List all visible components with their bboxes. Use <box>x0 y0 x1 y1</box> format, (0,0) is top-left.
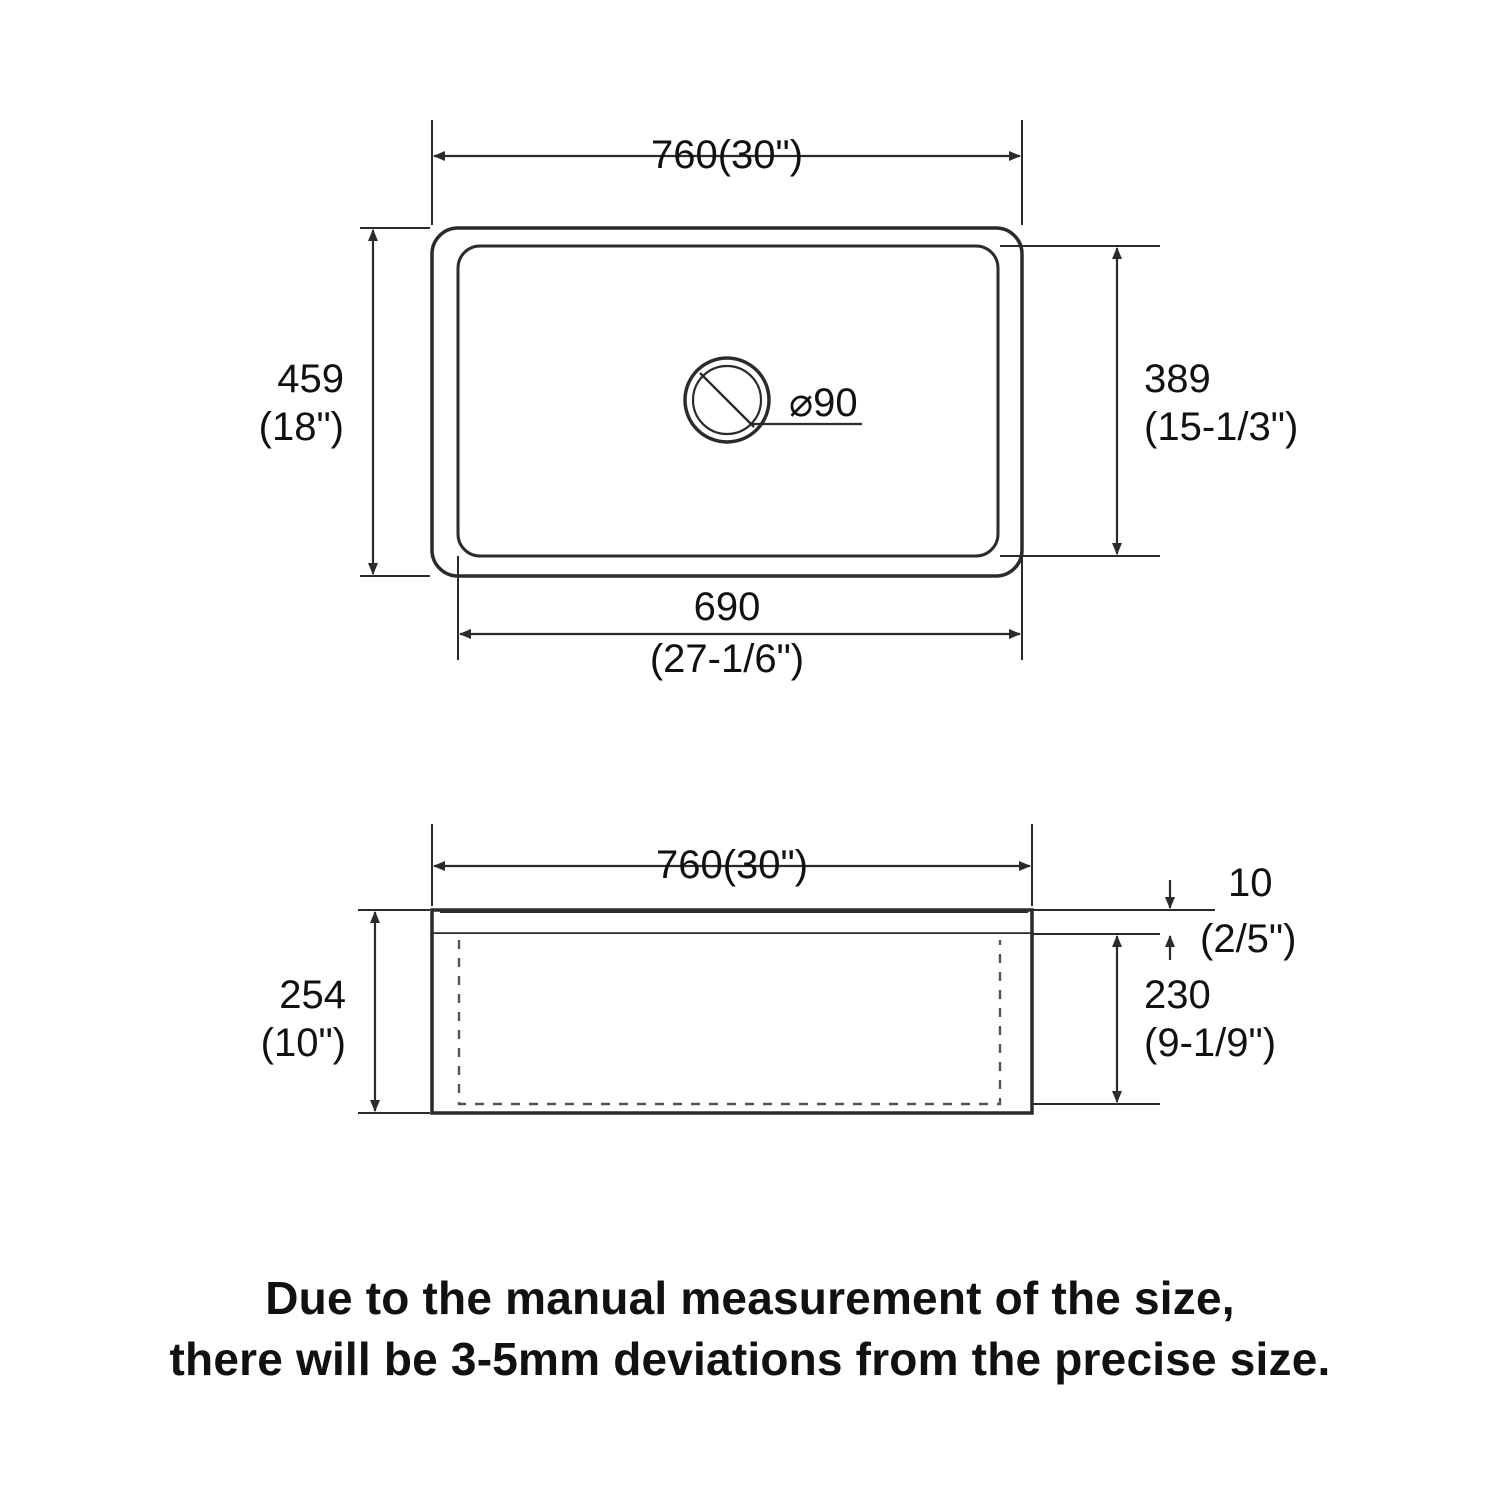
measurement-note-line1: Due to the manual measurement of the size, <box>265 1272 1235 1324</box>
front-view-group <box>261 824 1297 1113</box>
label-overall-depth-line1: 459 <box>277 357 344 401</box>
measurement-note <box>0 1268 1500 1389</box>
label-inner-depth-line2: (15-1/3") <box>1144 405 1299 449</box>
label-rim-thickness-line2: (2/5") <box>1200 917 1297 961</box>
label-front-height-line1: 254 <box>279 973 346 1017</box>
sink-rim-slab <box>432 910 1032 934</box>
label-overall-depth-line2: (18") <box>258 405 344 449</box>
label-front-overall-width: 760(30") <box>655 843 809 887</box>
label-overall-width-top: 760(30") <box>650 133 804 177</box>
label-basin-depth-line2: (9-1/9") <box>1144 1021 1277 1065</box>
label-inner-depth-line1: 389 <box>1144 357 1211 401</box>
measurement-note-line2: there will be 3-5mm deviations from the precise size. <box>169 1332 1331 1385</box>
label-basin-depth-line1: 230 <box>1144 973 1211 1017</box>
top-view-group <box>259 120 1299 681</box>
label-rim-thickness-line1: 10 <box>1228 861 1273 905</box>
drain-diameter-label: ⌀90 <box>789 381 858 425</box>
label-inner-width-line1: 690 <box>693 585 761 629</box>
label-inner-width-line2: (27-1/6") <box>649 637 805 681</box>
sink-body-outline <box>432 934 1032 1113</box>
label-front-height-line2: (10") <box>260 1021 346 1065</box>
